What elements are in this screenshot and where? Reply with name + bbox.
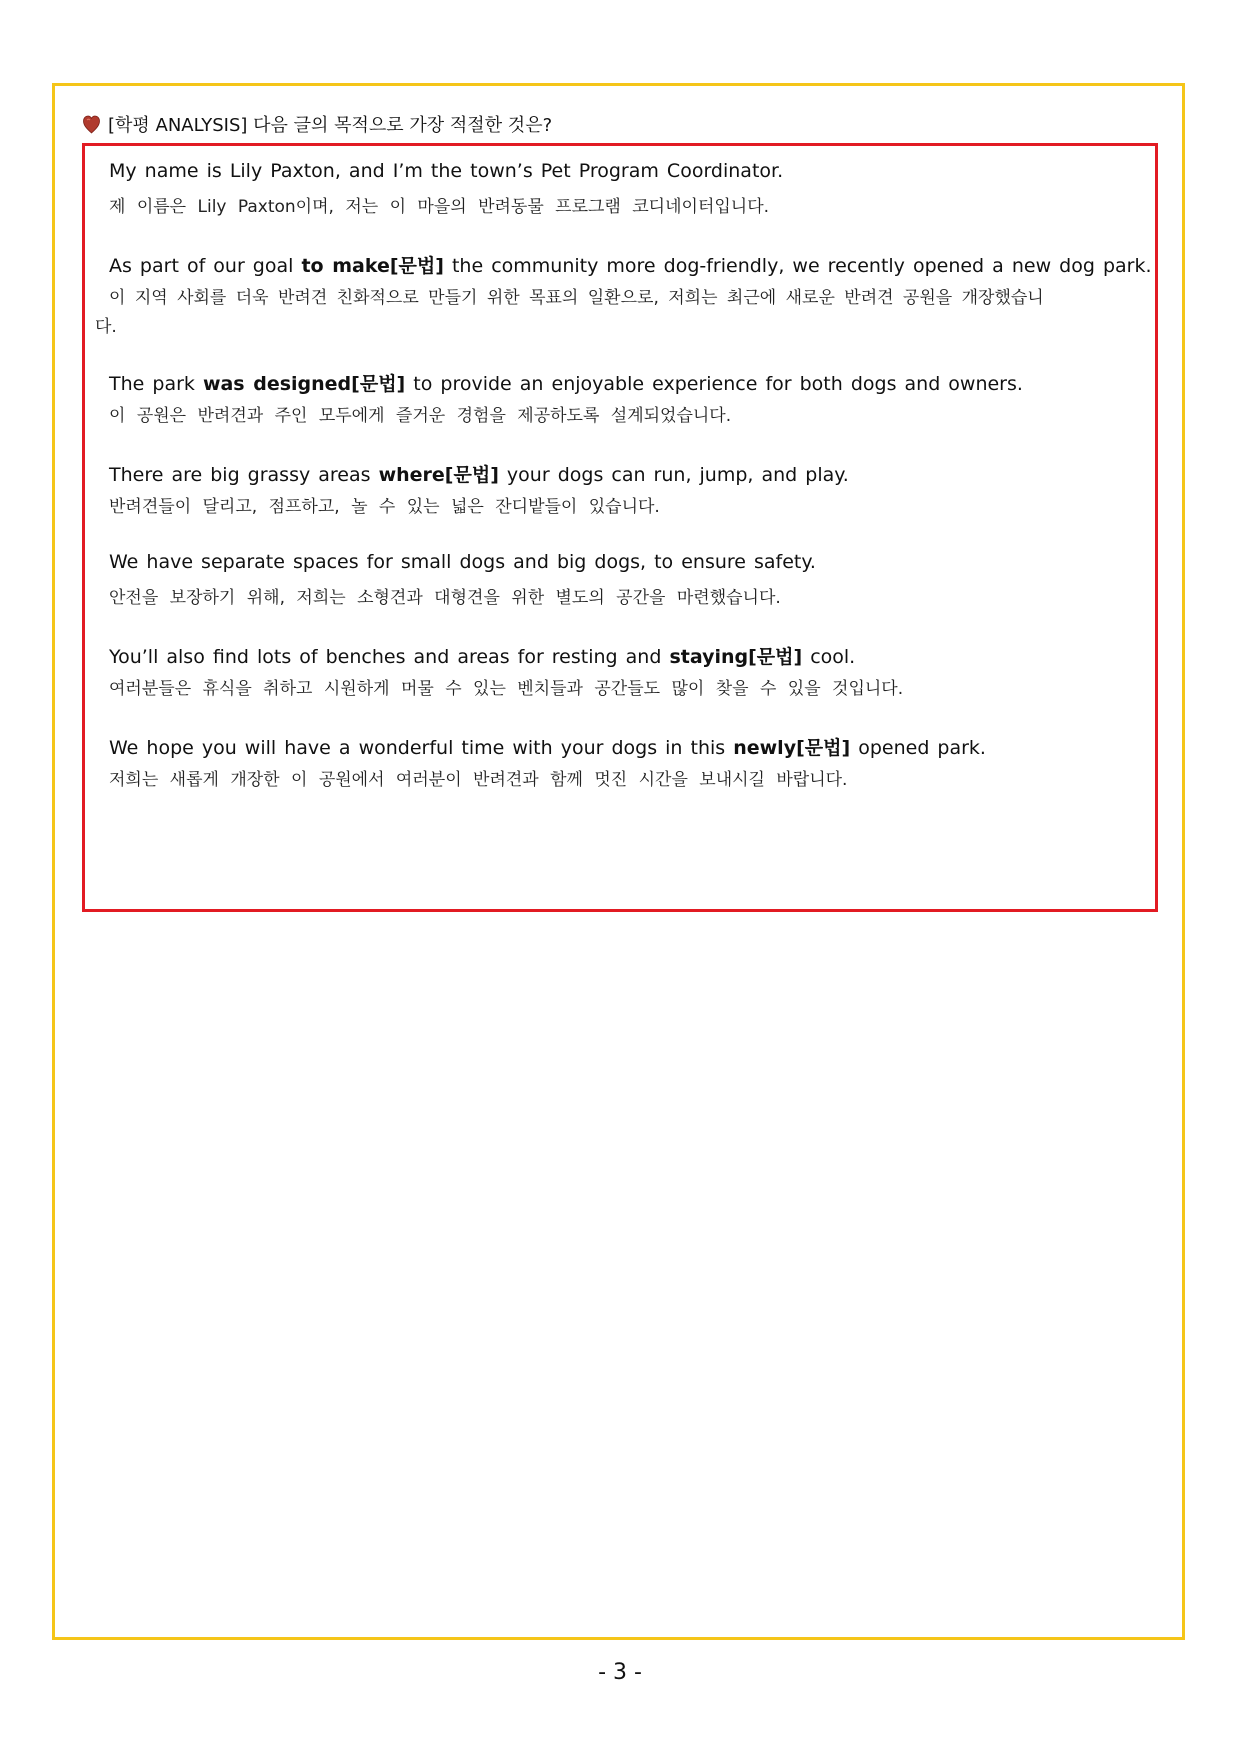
english-sentence <box>109 460 849 487</box>
grammar-highlight: was designed[문법] <box>202 373 406 395</box>
english-text: the community more dog-friendly, we recently opened a new dog park. <box>443 255 1152 277</box>
english-sentence <box>109 251 1152 278</box>
page-number: - 3 - <box>598 1660 642 1685</box>
question-title: [학평 ANALYSIS] 다음 글의 목적으로 가장 적절한 것은? <box>108 115 553 136</box>
korean-translation: 저희는 새롭게 개장한 이 공원에서 여러분이 반려견과 함께 멋진 시간을 보내시길 바랍니다. <box>109 770 848 790</box>
english-text: your dogs can run, jump, and play. <box>498 464 849 486</box>
english-text: The park <box>109 373 203 395</box>
english-sentence <box>109 733 986 760</box>
korean-translation: 이 공원은 반려견과 주인 모두에게 즐거운 경험을 제공하도록 설계되었습니다. <box>109 406 732 426</box>
question-header <box>83 110 552 138</box>
korean-translation: 반려견들이 달리고, 점프하고, 놀 수 있는 넓은 잔디밭들이 있습니다. <box>109 497 660 517</box>
english-text: There are big grassy areas <box>109 464 379 486</box>
passage-box <box>82 143 1158 912</box>
grammar-highlight: where[문법] <box>378 464 499 486</box>
grammar-highlight: newly[문법] <box>733 737 851 759</box>
english-text: My name is Lily Paxton, and I’m the town’s Pet Program Coordinator. <box>109 160 784 182</box>
english-text: You’ll also find lots of benches and areas for resting and <box>109 646 670 668</box>
english-text: to provide an enjoyable experience for both dogs and owners. <box>405 373 1023 395</box>
english-text: We have separate spaces for small dogs and big dogs, to ensure safety. <box>109 551 816 573</box>
korean-translation-wrap: 다. <box>95 317 117 337</box>
english-text: We hope you will have a wonderful time with your dogs in this <box>109 737 734 759</box>
english-text: cool. <box>802 646 856 668</box>
grammar-highlight: to make[문법] <box>301 255 444 277</box>
heart-icon <box>83 115 100 134</box>
english-sentence <box>109 551 816 573</box>
korean-translation: 안전을 보장하기 위해, 저희는 소형견과 대형견을 위한 별도의 공간을 마련했습니다. <box>109 588 781 608</box>
korean-translation: 여러분들은 휴식을 취하고 시원하게 머물 수 있는 벤치들과 공간들도 많이 찾을 수 있을 것입니다. <box>109 679 904 699</box>
english-text: As part of our goal <box>109 255 302 277</box>
english-sentence <box>109 160 783 182</box>
english-text: opened park. <box>850 737 986 759</box>
english-sentence <box>109 642 855 669</box>
korean-translation: 제 이름은 Lily Paxton이며, 저는 이 마을의 반려동물 프로그램 코디네이터입니다. <box>109 197 770 217</box>
grammar-highlight: staying[문법] <box>669 646 803 668</box>
korean-translation: 이 지역 사회를 더욱 반려견 친화적으로 만들기 위한 목표의 일환으로, 저희는 최근에 새로운 반려견 공원을 개장했습니 <box>109 288 1044 308</box>
english-sentence <box>109 369 1023 396</box>
